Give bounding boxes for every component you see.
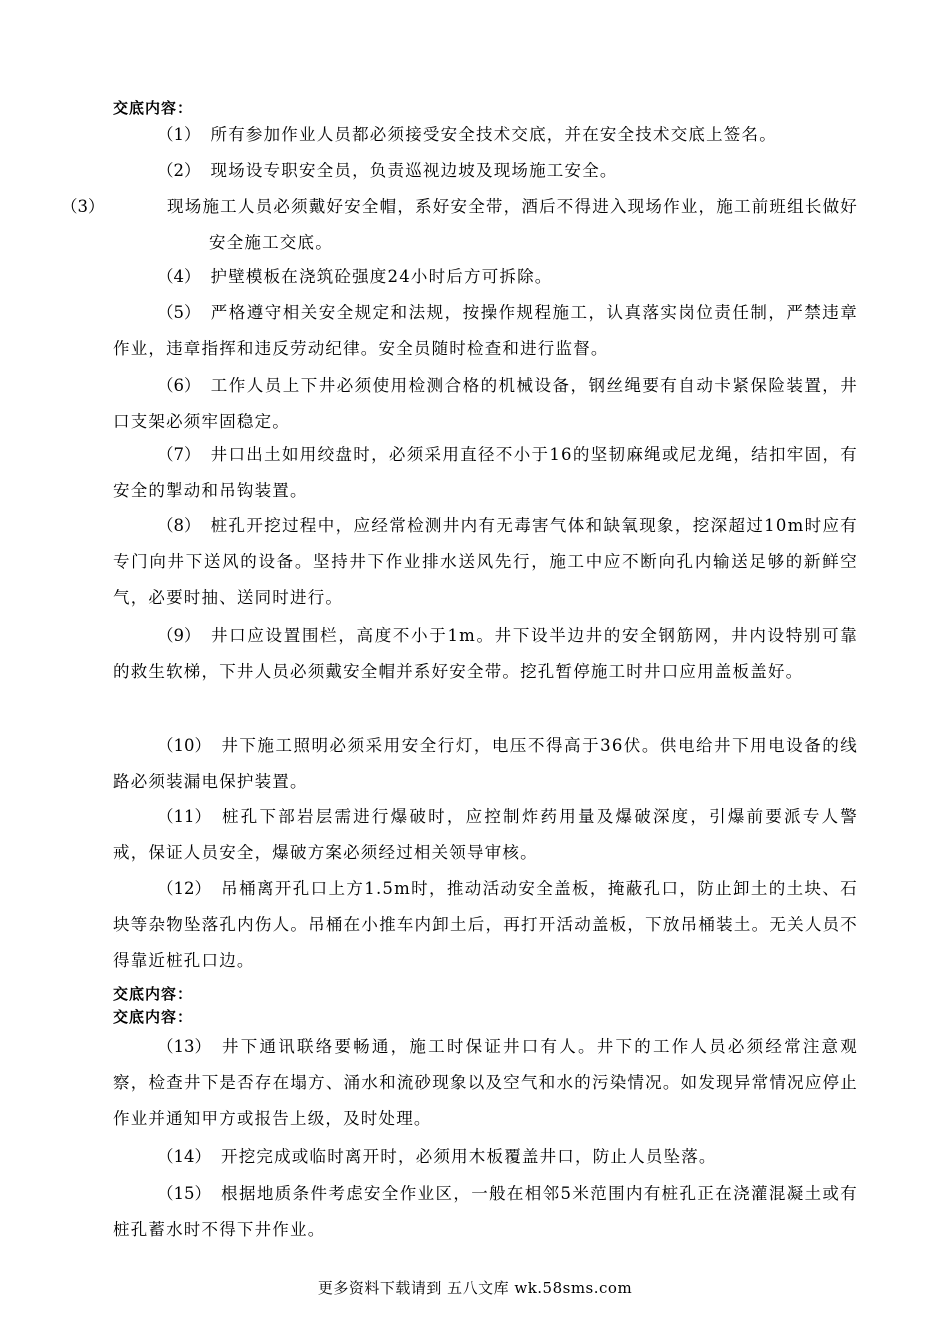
item-4 bbox=[113, 259, 858, 295]
item-text: 井下施工照明必须采用安全行灯，电压不得高于36伏。供电给井下用电设备的线路必须装漏电保护装置。 bbox=[113, 736, 858, 791]
item-number: （1） bbox=[157, 125, 201, 144]
item-number: （7） bbox=[157, 445, 201, 464]
item-2 bbox=[113, 153, 858, 189]
item-15 bbox=[113, 1176, 858, 1248]
section-heading: 交底内容： bbox=[113, 985, 194, 1003]
item-number: （6） bbox=[157, 376, 201, 395]
item-text: 井口应设置围栏，高度不小于1m。井下设半边井的安全钢筋网，井内设特别可靠的救生软梯，下井人员必须戴安全帽并系好安全带。挖孔暂停施工时井口应用盖板盖好。 bbox=[113, 626, 858, 681]
item-text: 开挖完成或临时离开时，必须用木板覆盖井口，防止人员坠落。 bbox=[221, 1147, 717, 1166]
item-1 bbox=[113, 117, 858, 153]
item-number: （8） bbox=[157, 516, 201, 535]
item-number: （2） bbox=[157, 161, 201, 180]
item-text: 井口出土如用绞盘时，必须采用直径不小于16的坚韧麻绳或尼龙绳，结扣牢固，有安全的掣动和吊钩装置。 bbox=[113, 445, 858, 500]
item-11 bbox=[113, 799, 858, 871]
item-text: 工作人员上下井必须使用检测合格的机械设备，钢丝绳要有自动卡紧保险装置，井口支架必须牢固稳定。 bbox=[113, 376, 858, 431]
item-number: （11） bbox=[157, 807, 211, 826]
item-7 bbox=[113, 437, 858, 509]
item-text: 现场施工人员必须戴好安全帽，系好安全带，酒后不得进入现场作业，施工前班组长做好安全施工交底。 bbox=[167, 197, 858, 252]
item-number: （9） bbox=[157, 626, 201, 645]
item-10 bbox=[113, 728, 858, 800]
item-5 bbox=[113, 295, 858, 367]
item-text: 严格遵守相关安全规定和法规，按操作规程施工，认真落实岗位责任制，严禁违章作业，违章指挥和违反劳动纪律。安全员随时检查和进行监督。 bbox=[113, 303, 858, 358]
page-footer: 更多资料下载请到 五八文库 wk.58sms.com bbox=[317, 1279, 633, 1297]
item-text: 吊桶离开孔口上方1.5m时，推动活动安全盖板，掩蔽孔口，防止卸土的土块、石块等杂物坠落孔内伤人。吊桶在小推车内卸土后，再打开活动盖板，下放吊桶装土。无关人员不得靠近桩孔口边。 bbox=[113, 879, 858, 970]
item-number: （10） bbox=[157, 736, 211, 755]
item-text: 现场设专职安全员，负责巡视边坡及现场施工安全。 bbox=[210, 161, 618, 180]
section-heading: 交底内容： bbox=[113, 1008, 194, 1026]
item-text: 桩孔开挖过程中，应经常检测井内有无毒害气体和缺氧现象，挖深超过10m时应有专门向井下送风的设备。坚持井下作业排水送风先行，施工中应不断向孔内输送足够的新鲜空气，必要时抽、送同时进行。 bbox=[113, 516, 858, 607]
item-number: （13） bbox=[157, 1037, 211, 1056]
item-3: （3） 现场施工人员必须戴好安全帽，系好安全带，酒后不得进入现场作业，施工前班组长做好安全施工交底。 bbox=[61, 197, 858, 252]
item-text: 护壁模板在浇筑砼强度24小时后方可拆除。 bbox=[210, 267, 553, 286]
item-13 bbox=[113, 1029, 858, 1137]
item-14 bbox=[113, 1139, 858, 1175]
item-text: 井下通讯联络要畅通，施工时保证井口有人。井下的工作人员必须经常注意观察，检查井下是否存在塌方、涌水和流砂现象以及空气和水的污染情况。如发现异常情况应停止作业并通知甲方或报告上级，及时处理。 bbox=[113, 1037, 858, 1128]
item-number: （5） bbox=[157, 303, 201, 322]
item-text: 所有参加作业人员都必须接受安全技术交底，并在安全技术交底上签名。 bbox=[210, 125, 777, 144]
item-number: （15） bbox=[157, 1184, 211, 1203]
item-6 bbox=[113, 368, 858, 440]
item-text: 根据地质条件考虑安全作业区，一般在相邻5米范围内有桩孔正在浇灌混凝土或有桩孔蓄水时不得下井作业。 bbox=[113, 1184, 858, 1239]
item-number: （14） bbox=[157, 1147, 211, 1166]
item-number: （4） bbox=[157, 267, 201, 286]
item-9 bbox=[113, 618, 858, 690]
item-number: （12） bbox=[157, 879, 211, 898]
item-12 bbox=[113, 871, 858, 979]
section-heading: 交底内容： bbox=[113, 99, 194, 117]
item-8 bbox=[113, 508, 858, 616]
item-text: 桩孔下部岩层需进行爆破时，应控制炸药用量及爆破深度，引爆前要派专人警戒，保证人员安全，爆破方案必须经过相关领导审核。 bbox=[113, 807, 858, 862]
